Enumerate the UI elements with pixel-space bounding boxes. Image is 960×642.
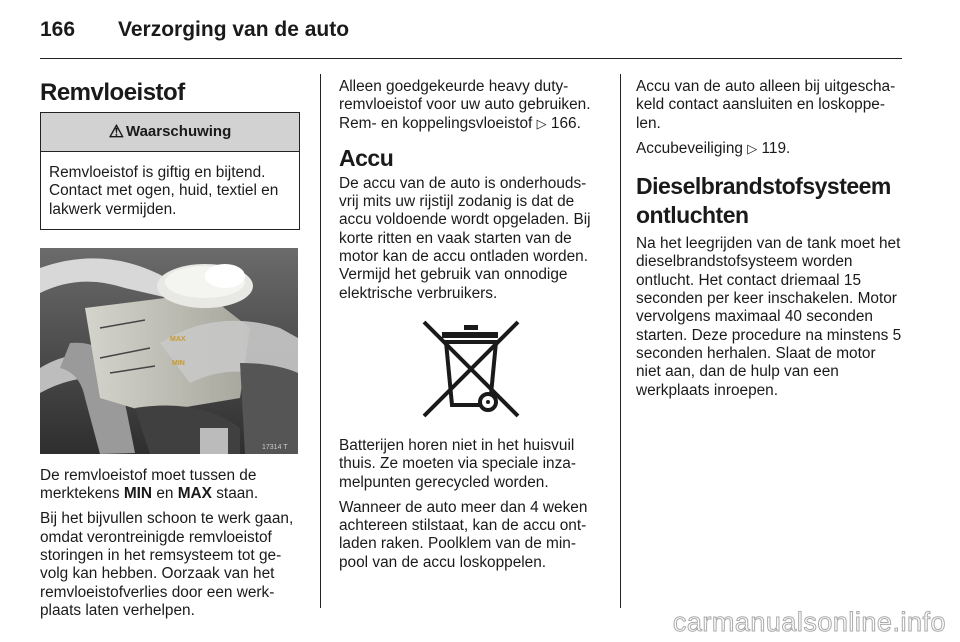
watermark: carmanualsonline.info [672,607,946,637]
page-reference[interactable]: 119. [761,139,791,157]
photo-code: 17314 T [262,443,288,451]
triangle-right-icon: ▷ [747,140,758,156]
warning-triangle-icon: ⚠ [108,121,124,141]
chapter-title: Verzorging van de auto [118,18,350,41]
section-heading-accu: Accu [339,144,394,171]
paragraph-accu: De accu van de auto is onderhouds-vrij mits uw rijstijl zodanig is dat de accu voldoende wordt opgeladen. Bij korte ritten en vaak starten van de motor kan de accu ontladen worden. Vermijd het gebruik van onnodige elektrische verbruikers. [339,174,591,302]
column-divider-right [620,74,621,608]
paragraph-batterijen: Batterijen horen niet in het huisvuil thuis. Ze moeten via speciale inza-melpunten gerecycled worden. [339,436,576,491]
paragraph-accu-contact: Accu van de auto alleen bij uitgescha-keld contact aansluiten en loskoppe-len. [636,78,896,132]
column-3 [636,78,904,407]
min-mark: MIN [123,485,153,503]
column-1 [40,78,304,627]
paragraph-accubeveiliging: Accubeveiliging ▷ 119. [636,139,791,157]
warning-label: Waarschuwing [125,122,232,140]
header-rule [40,58,902,59]
reservoir-max-label: MAX [170,335,186,343]
crossed-out-wheelie-bin-icon [418,319,524,419]
paragraph-refilling: Bij het bijvullen schoon te werk gaan, omdat verontreinigde remvloeistof storingen in het remsysteem tot ge-volg kan hebben. Oorzaak van het remvloeistofverlies door een werk-plaats laten verhelpen. [40,510,294,619]
brake-fluid-reservoir-photo [40,248,298,454]
section-heading-remvloeistof: Remvloeistof [40,79,185,106]
section-heading-diesel: Dieselbrandstofsysteem ontluchten [636,173,891,229]
column-divider-left [320,74,321,608]
warning-text: Remvloeistof is giftig en bijtend. Contact met ogen, huid, textiel en lakwerk vermijden. [49,164,279,218]
paragraph-min-max: De remvloeistof moet tussen de merktekens MIN en MAX staan. [40,466,259,503]
max-mark: MAX [177,485,212,503]
page-number: 166 [40,18,76,41]
paragraph-stilstand: Wanneer de auto meer dan 4 weken achtereen stilstaat, kan de accu ont-laden raken. Poolklem van de min-pool van de accu loskoppelen. [339,498,588,571]
warning-header [41,113,299,152]
column-2 [339,78,605,579]
triangle-right-icon: ▷ [536,115,547,131]
paragraph-diesel: Na het leegrijden van de tank moet het dieselbrandstofsysteem worden ontlucht. Het contact driemaal 15 seconden per keer inschakelen. Motor vervolgens maximaal 40 seconden starten. Deze procedure na minstens 5 seconden herhalen. Slaat de motor niet aan, dan de hulp van een werkplaats inroepen. [636,235,902,399]
warning-box [40,112,300,230]
paragraph-brake-fluid-type: Alleen goedgekeurde heavy duty-remvloeistof voor uw auto gebruiken. Rem- en koppelingsvloeistof ▷ 166. [339,78,591,132]
page-reference[interactable]: 166. [550,114,581,132]
reservoir-min-label: MIN [172,359,185,367]
